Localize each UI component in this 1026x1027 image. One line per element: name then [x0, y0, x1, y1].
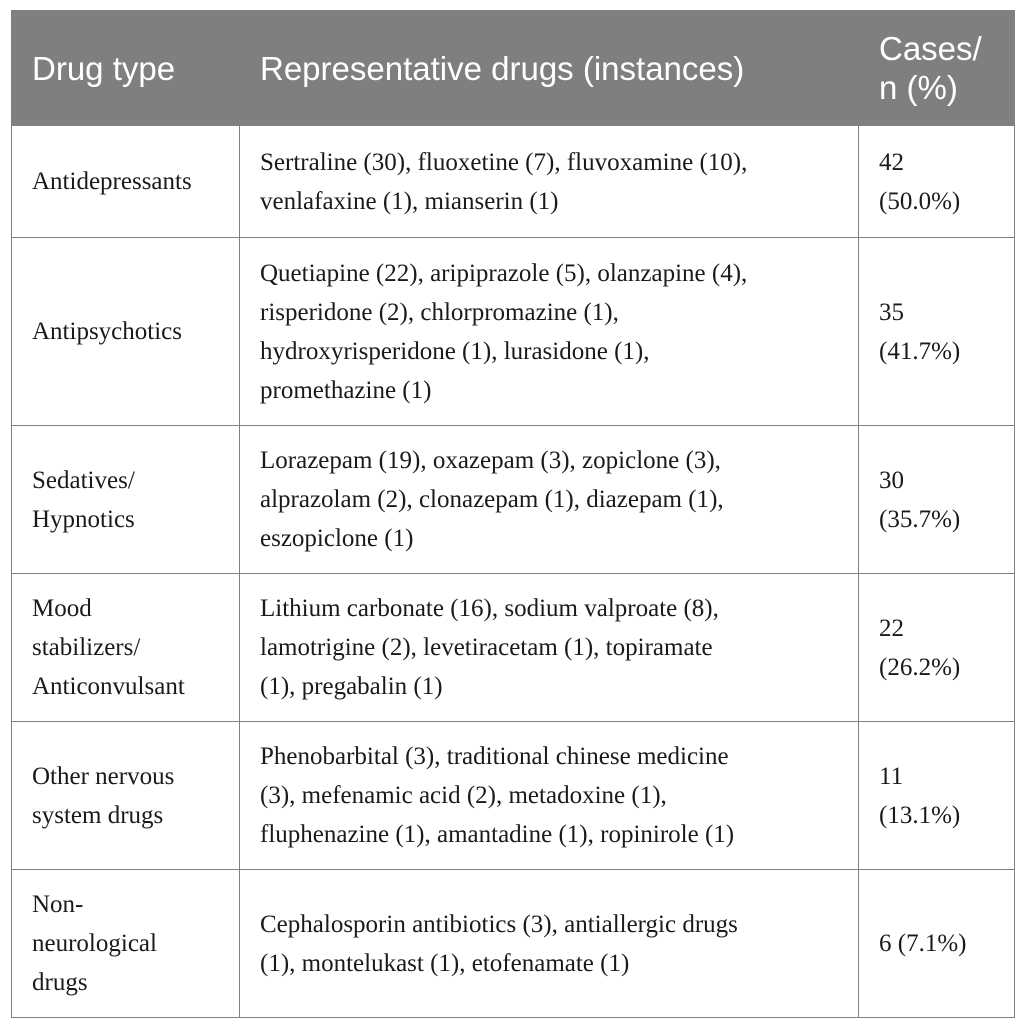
drugs-cell: Sertraline (30), fluoxetine (7), fluvoxamine (10), venlafaxine (1), mianserin (1) [240, 126, 859, 238]
drugs-cell: Lorazepam (19), oxazepam (3), zopiclone (3), alprazolam (2), clonazepam (1), diazepam (1), eszopiclone (1) [240, 426, 859, 574]
table-row [12, 722, 1015, 870]
drug-type-cell: Non- neurological drugs [12, 870, 240, 1018]
drugs-cell: Phenobarbital (3), traditional chinese medicine (3), mefenamic acid (2), metadoxine (1), fluphenazine (1), amantadine (1), ropinirole (1) [240, 722, 859, 870]
cases-cell: 30 (35.7%) [859, 426, 1015, 574]
header-representative-drugs: Representative drugs (instances) [240, 11, 859, 126]
header-row [12, 11, 1015, 126]
header-drug-type: Drug type [12, 11, 240, 126]
table-row [12, 574, 1015, 722]
drug-type-cell: Mood stabilizers/ Anticonvulsant [12, 574, 240, 722]
drugs-cell: Cephalosporin antibiotics (3), antiallergic drugs (1), montelukast (1), etofenamate (1) [240, 870, 859, 1018]
drug-type-cell: Antipsychotics [12, 238, 240, 426]
table-row [12, 126, 1015, 238]
cases-cell: 35 (41.7%) [859, 238, 1015, 426]
drugs-cell: Lithium carbonate (16), sodium valproate (8), lamotrigine (2), levetiracetam (1), topiramate (1), pregabalin (1) [240, 574, 859, 722]
table-header [12, 11, 1015, 126]
header-cases: Cases/ n (%) [859, 11, 1015, 126]
cases-cell: 6 (7.1%) [859, 870, 1015, 1018]
drug-type-table [11, 10, 1015, 1018]
cases-cell: 42 (50.0%) [859, 126, 1015, 238]
drug-type-cell: Other nervous system drugs [12, 722, 240, 870]
table-row [12, 426, 1015, 574]
drug-type-cell: Antidepressants [12, 126, 240, 238]
table-row [12, 870, 1015, 1018]
cases-cell: 22 (26.2%) [859, 574, 1015, 722]
drugs-cell: Quetiapine (22), aripiprazole (5), olanzapine (4), risperidone (2), chlorpromazine (1), hydroxyrisperidone (1), lurasidone (1), promethazine (1) [240, 238, 859, 426]
table-row [12, 238, 1015, 426]
drug-type-cell: Sedatives/ Hypnotics [12, 426, 240, 574]
cases-cell: 11 (13.1%) [859, 722, 1015, 870]
table-body [12, 126, 1015, 1018]
